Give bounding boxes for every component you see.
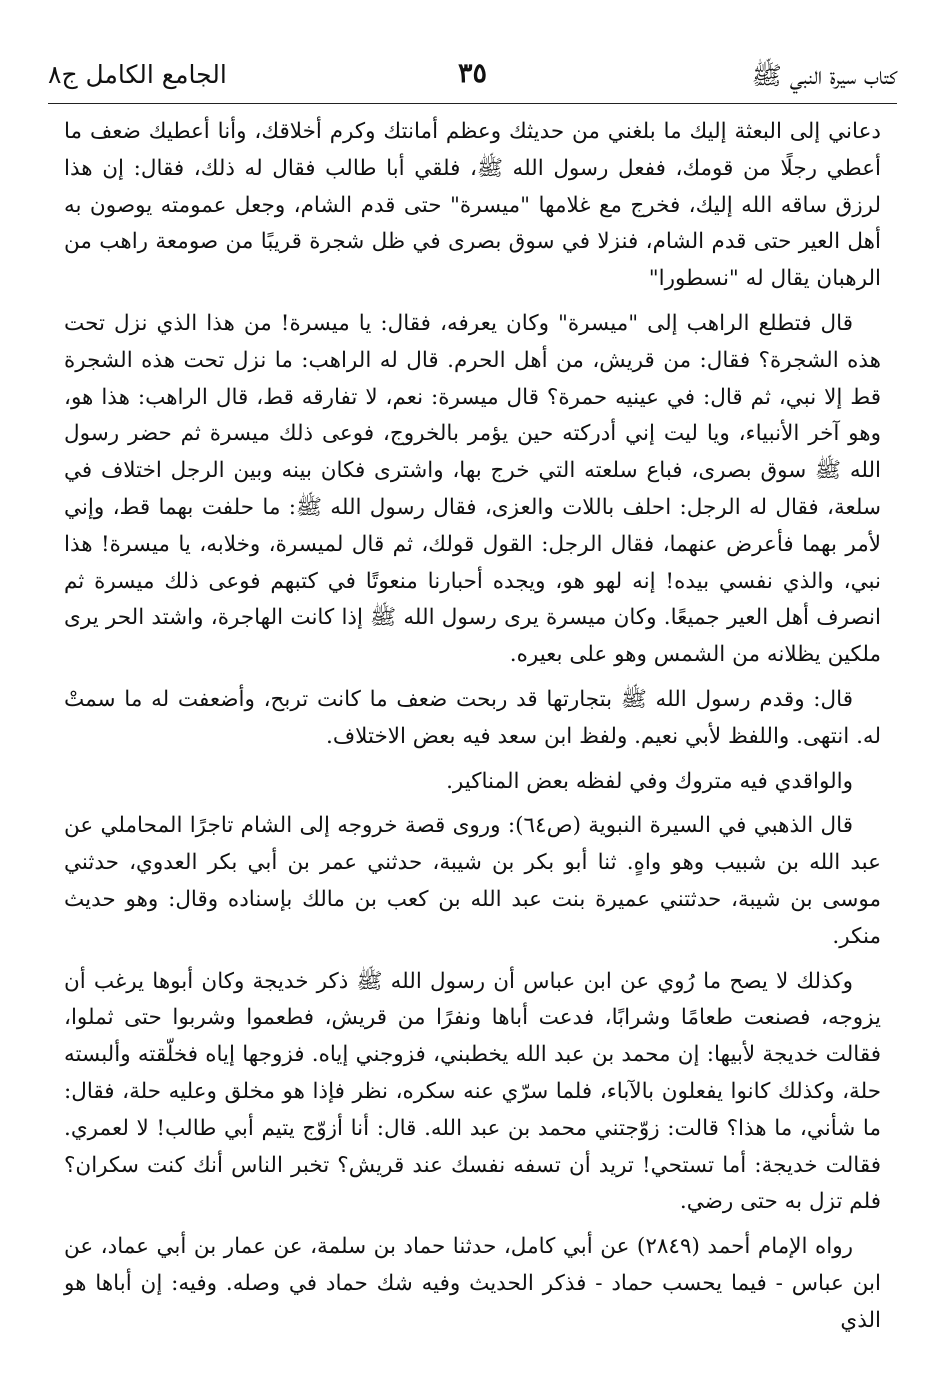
paragraph: رواه الإمام أحمد (٢٨٤٩) عن أبي كامل، حدثنا حماد بن سلمة، عن عمار بن أبي عماد، عن ابن عباس - فيما يحسب حماد - فذكر الحديث وفيه شك حماد في وصله. وفيه: إن أباها هو الذي <box>64 1234 881 1333</box>
book-title: كتاب سيرة النبي ﷺ <box>751 61 897 90</box>
header-divider <box>48 103 897 104</box>
running-header <box>48 58 897 98</box>
page-number: ٣٥ <box>457 58 488 89</box>
paragraph: والواقدي فيه متروك وفي لفظه بعض المناكير. <box>446 768 853 794</box>
paragraph: قال الذهبي في السيرة النبوية (ص٦٤): وروى قصة خروجه إلى الشام تاجرًا المحاملي عن عبد الله بن شبيب وهو واهٍ. ثنا أبو بكر بن شيبة، حدثني عمر بن أبي بكر العدوي، حدثني موسى بن شيبة، حدثتني عميرة بنت عبد الله بن كعب بن مالك بإسناده وقال: وهو حديث منكر. <box>64 813 881 949</box>
paragraph: قال: وقدم رسول الله ﷺ بتجارتها قد ربحت ضعف ما كانت تربح، وأضعفت له ما سمتْ له. انتهى. واللفظ لأبي نعيم. ولفظ ابن سعد فيه بعض الاختلاف. <box>64 686 881 749</box>
paragraph: وكذلك لا يصح ما رُوي عن ابن عباس أن رسول الله ﷺ ذكر خديجة وكان أبوها يرغب أن يزوجه، فصنعت طعامًا وشرابًا، فدعت أباها ونفرًا من قريش، فطعموا وشربوا حتى ثملوا، فقالت خديجة لأبيها: إن محمد بن عبد الله يخطبني، فزوجني إياه. فزوجها إياه فخلّقته وألبسته حلة، وكذلك كانوا يفعلون بالآباء، فلما سرّي عنه سكره، نظر فإذا هو مخلق وعليه حلة، فقال: ما شأني، ما هذا؟ قالت: زوّجتني محمد بن عبد الله. قال: أنا أزوّج يتيم أبي طالب! لا لعمري. فقالت خديجة: أما تستحي! تريد أن تسفه نفسك عند قريش؟ تخبر الناس أنك كنت سكران؟ فلم تزل به حتى رضي. <box>64 968 881 1215</box>
paragraph: قال فتطلع الراهب إلى "ميسرة" وكان يعرفه، فقال: يا ميسرة! من هذا الذي نزل تحت هذه الشجرة؟ فقال: من قريش، من أهل الحرم. قال له الراهب: ما نزل تحت هذه الشجرة قط إلا نبي، ثم قال: في عينيه حمرة؟ قال ميسرة: نعم، لا تفارقه قط، قال الراهب: هذا هو، وهو آخر الأنبياء، ويا ليت إني أدركته حين يؤمر بالخروج، فوعى ذلك ميسرة ثم حضر رسول الله ﷺ سوق بصرى، فباع سلعته التي خرج بها، واشترى فكان بينه وبين الرجل اختلاف في سلعة، فقال له الرجل: احلف باللات والعزى، فقال رسول الله ﷺ: ما حلفت بهما قط، وإني لأمر بهما فأعرض عنهما، فقال الرجل: القول قولك، ثم قال لميسرة، وخلابه، يا ميسرة! هذا نبي، والذي نفسي بيده! إنه لهو هو، ويجده أحبارنا منعوتًا في كتبهم فوعى ذلك ميسرة ثم انصرف أهل العير جميعًا. وكان ميسرة يرى رسول الله ﷺ إذا كانت الهاجرة، واشتد الحر يرى ملكين يظلانه من الشمس وهو على بعيره. <box>64 310 881 668</box>
main-text <box>64 114 881 1348</box>
paragraph: دعاني إلى البعثة إليك ما بلغني من حديثك وعظم أمانتك وكرم أخلاقك، وأنا أعطيك ضعف ما أعطي رجلًا من قومك، ففعل رسول الله ﷺ، فلقي أبا طالب فقال له ذلك، فقال: إن هذا لرزق ساقه الله إليك، فخرج مع غلامها "ميسرة" حتى قدم الشام، وجعل عمومته يوصون به أهل العير حتى قدم الشام، فنزلا في سوق بصرى في ظل شجرة قريبًا من صومعة راهب من الرهبان يقال له "نسطورا" <box>64 119 881 292</box>
series-title: الجامع الكامل ج٨ <box>48 60 227 89</box>
